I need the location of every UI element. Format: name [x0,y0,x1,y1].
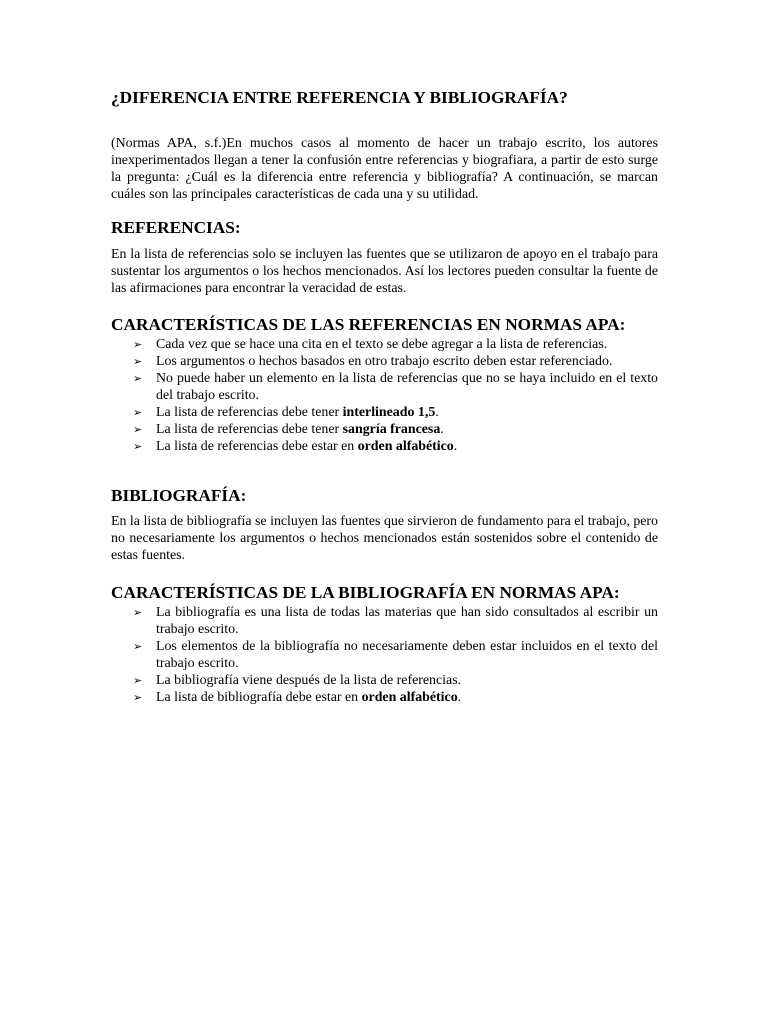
caracteristicas-referencias-heading: CARACTERÍSTICAS DE LAS REFERENCIAS EN NORMAS APA: [111,315,626,334]
list-item-text: La lista de bibliografía debe estar en [156,690,362,705]
arrow-bullet-icon: ➢ [133,606,143,619]
list-item [111,370,658,404]
list-item [111,336,658,353]
bibliografia-heading: BIBLIOGRAFÍA: [111,486,247,505]
list-item [111,404,658,421]
list-item [111,353,658,370]
list-item [111,638,658,672]
list-item [111,421,658,438]
intro-paragraph: (Normas APA, s.f.)En muchos casos al momento de hacer un trabajo escrito, los autores inexperimentados llegan a tener la confusión entre referencias y biografiara, a partir de esto surge la pregunta: ¿Cuál es la diferencia entre referencia y bibliografía? A continuación, se marcan cuáles son las principales características de cada una y su utilidad. [111,136,658,202]
referencias-heading: REFERENCIAS: [111,218,241,237]
document-title: ¿DIFERENCIA ENTRE REFERENCIA Y BIBLIOGRAFÍA? [111,88,568,107]
list-item-text: Los elementos de la bibliografía no necesariamente deben estar incluidos en el texto del trabajo escrito. [156,639,658,671]
arrow-bullet-icon: ➢ [133,674,143,687]
list-item-suffix: . [440,422,444,437]
arrow-bullet-icon: ➢ [133,406,143,419]
caracteristicas-bibliografia-heading: CARACTERÍSTICAS DE LA BIBLIOGRAFÍA EN NORMAS APA: [111,583,620,602]
arrow-bullet-icon: ➢ [133,440,143,453]
list-item-text: La lista de referencias debe estar en [156,439,358,454]
arrow-bullet-icon: ➢ [133,691,143,704]
list-item-text: La lista de referencias debe tener [156,405,343,420]
list-item-text: Los argumentos o hechos basados en otro trabajo escrito deben estar referenciado. [156,354,613,369]
arrow-bullet-icon: ➢ [133,372,143,385]
list-item-bold-text: sangría francesa [342,422,441,437]
list-item-text: La lista de referencias debe tener [156,422,343,437]
referencias-paragraph: En la lista de referencias solo se incluyen las fuentes que se utilizaron de apoyo en el trabajo para sustentar los argumentos o los hechos mencionados. Así los lectores pueden consultar la fuente de las afirmaciones para encontrar la veracidad de estas. [111,247,658,296]
list-item-suffix: . [435,405,439,420]
list-item-bold-text: orden alfabético [361,690,458,705]
list-item [111,438,658,455]
arrow-bullet-icon: ➢ [133,423,143,436]
list-item-bold-text: orden alfabético [357,439,454,454]
arrow-bullet-icon: ➢ [133,355,143,368]
list-item-text: La bibliografía viene después de la lista de referencias. [156,673,462,688]
document-page [111,84,658,706]
list-item-text: Cada vez que se hace una cita en el texto se debe agregar a la lista de referencias. [156,337,608,352]
caracteristicas-bibliografia-list [111,604,658,706]
list-item [111,604,658,638]
list-item-text: No puede haber un elemento en la lista de referencias que no se haya incluido en el texto del trabajo escrito. [156,371,658,403]
caracteristicas-referencias-list [111,336,658,455]
arrow-bullet-icon: ➢ [133,338,143,351]
list-item [111,689,658,706]
list-item-suffix: . [457,690,462,705]
list-item [111,672,658,689]
list-item-bold-text: interlineado 1,5 [342,405,436,420]
arrow-bullet-icon: ➢ [133,640,143,653]
list-item-text: La bibliografía es una lista de todas las materias que han sido consultados al escribir un trabajo escrito. [156,605,658,637]
bibliografia-paragraph: En la lista de bibliografía se incluyen las fuentes que sirvieron de fundamento para el trabajo, pero no necesariamente los argumentos o hechos mencionados están sostenidos sobre el contenido de estas fuentes. [111,514,658,563]
list-item-suffix: . [453,439,458,454]
